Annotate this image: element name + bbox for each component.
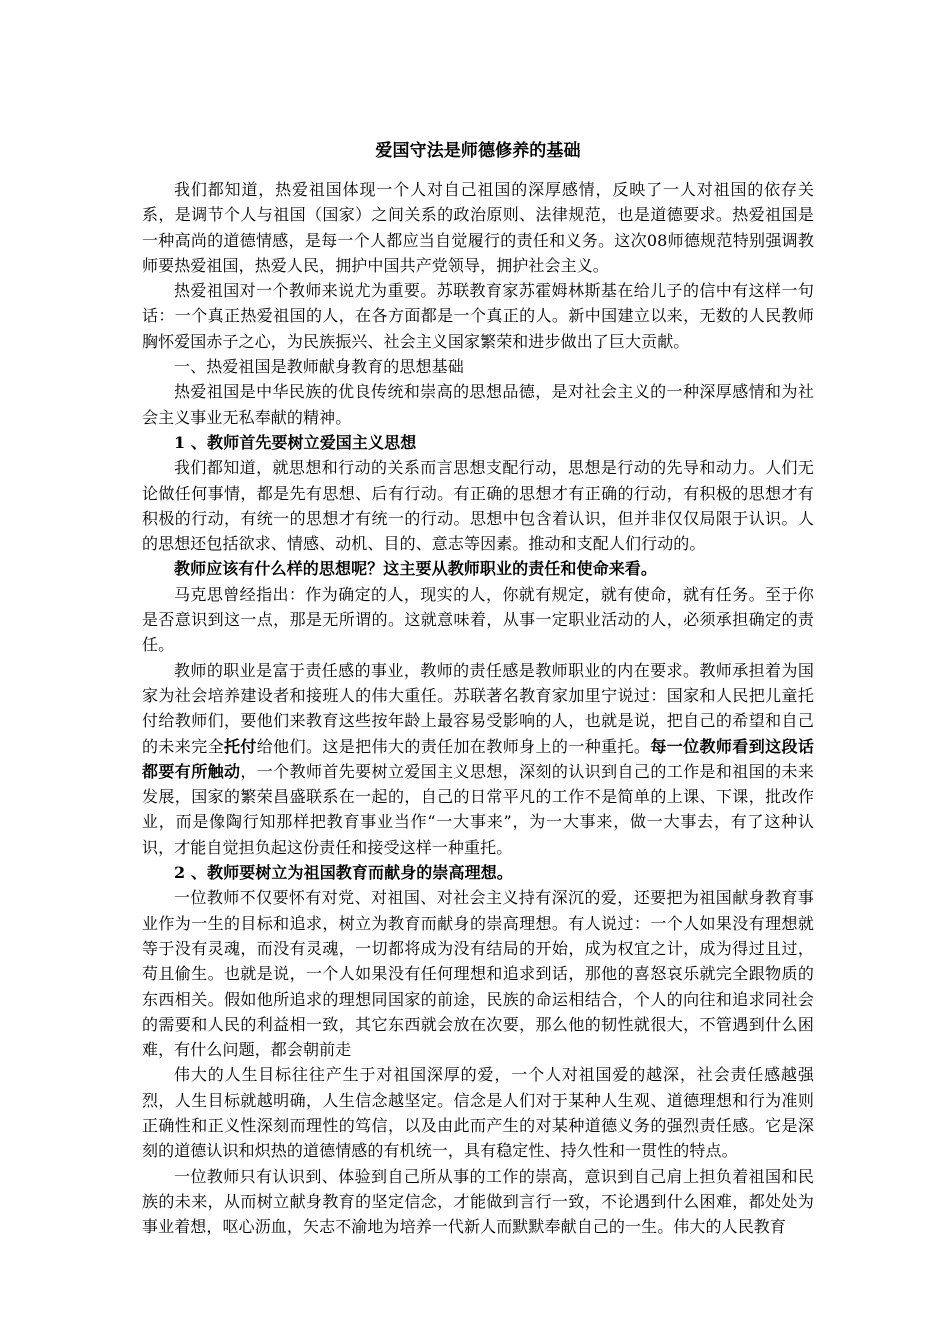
paragraph-1: 我们都知道，热爱祖国体现一个人对自己祖国的深厚感情，反映了一人对祖国的依存关系，是调节个人与祖国（国家）之间关系的政治原则、法律规范，也是道德要求。热爱祖国是一种高尚的道德情感，是每一个人都应当自觉履行的责任和义务。这次08师德规范特别强调教师要热爱祖国，热爱人民，拥护中国共产党领导，拥护社会主义。 (142, 180, 814, 275)
paragraph-5: 马克思曾经指出：作为确定的人，现实的人，你就有规定，就有使命，就有任务。至于你是否意识到这一点，那是无所谓的。这就意味着，从事一定职业活动的人，必须承担确定的责任。 (142, 584, 814, 655)
bold-question-line: 教师应该有什么样的思想呢？这主要从教师职业的责任和使命来看。 (174, 559, 658, 579)
paragraph-6-part-a: 教师的职业是富于责任感的事业，教师的责任感是教师职业的内在要求。教师承担着为国家为社会培养建设者和接班人的伟大重任。苏联著名教育家加里宁说过：国家和人民把儿童托付给教师们，要他们来教育这些按年龄上最容易受影响的人，也就是说，把自己的希望和自己的未来完全 (142, 660, 814, 756)
paragraph-7: 一位教师不仅要怀有对党、对祖国、对社会主义持有深沉的爱，还要把为祖国献身教育事业作为一生的目标和追求，树立为教育而献身的崇高理想。有人说过：一个人如果没有理想就等于没有灵魂，而没有灵魂，一切都将成为没有结局的开始，成为权宜之计，成为得过且过，苟且偷生。也就是说，一个人如果没有任何理想和追求到话，那他的喜怒哀乐就完全跟物质的东西相关。假如他所追求的理想同国家的前途，民族的命运相结合，个人的向往和追求同社会的需要和人民的利益相一致，其它东西就会放在次要，那么他的韧性就很大，不管遇到什么困难，有什么问题，都会朝前走 (142, 888, 814, 1060)
paragraph-6-bold-word: 托付 (223, 736, 257, 756)
document-body (142, 138, 814, 1239)
paragraph-4: 我们都知道，就思想和行动的关系而言思想支配行动，思想是行动的先导和动力。人们无论做任何事情，都是先有思想、后有行动。有正确的思想才有正确的行动，有积极的思想才有积极的行动，有统一的思想才有统一的行动。思想中包含着认识，但并非仅仅局限于认识。人的思想还包括欲求、情感、动机、目的、意志等因素。推动和支配人们行动的。 (142, 458, 814, 554)
paragraph-6-part-e: ，一个教师首先要树立爱国主义思想，深刻的认识到自己的工作是和祖国的未来发展，国家的繁荣昌盛联系在一起的，自己的日常平凡的工作不是简单的上课、下课，批改作业，而是像陶行知那样把教育事业当作“一大事来”，为一大事来，做一大事去，有了这种认识，才能自觉担负起这份责任和接受这样一种重托。 (142, 761, 814, 857)
section-1-heading: 一、热爱祖国是教师献身教育的思想基础 (174, 357, 464, 377)
paragraph-3: 热爱祖国是中华民族的优良传统和崇高的思想品德，是对社会主义的一种深厚感情和为社会主义事业无私奉献的精神。 (142, 382, 814, 427)
paragraph-6-part-c: 给他们。这是把伟大的责任加在教师身上的一种重托。 (256, 736, 651, 756)
subsection-1-heading: 1 、教师首先要树立爱国主义思想 (174, 432, 417, 452)
paragraph-9: 一位教师只有认识到、体验到自己所从事的工作的崇高，意识到自己肩上担负着祖国和民族的未来，从而树立献身教育的坚定信念，才能做到言行一致，不论遇到什么困难，都处处为事业着想，呕心沥血，矢志不渝地为培养一代新人而默默奉献自己的一生。伟大的人民教育 (142, 1166, 814, 1237)
paragraph-2: 热爱祖国对一个教师来说尤为重要。苏联教育家苏霍姆林斯基在给儿子的信中有这样一句话：一个真正热爱祖国的人，在各方面都是一个真正的人。新中国建立以来，无数的人民教师胸怀爱国赤子之心，为民族振兴、社会主义国家繁荣和进步做出了巨大贡献。 (142, 281, 814, 351)
paragraph-6 (142, 658, 814, 860)
subsection-2-heading: 2 、教师要树立为祖国教育而献身的崇高理想。 (174, 863, 513, 883)
paragraph-6-bold-phrase: 每一位教师看到这段话都要有所触动 (142, 736, 814, 781)
document-title: 爱国守法是师德修养的基础 (375, 141, 581, 161)
paragraph-8: 伟大的人生目标往往产生于对祖国深厚的爱，一个人对祖国爱的越深，社会责任感越强烈，人生目标就越明确，人生信念越坚定。信念是人们对于某种人生观、道德理想和行为准则正确性和正义性深刻而理性的笃信，以及由此而产生的对某种道德义务的强烈责任感。它是深刻的道德认识和炽热的道德情感的有机统一，具有稳定性、持久性和一贯性的特点。 (142, 1065, 814, 1161)
